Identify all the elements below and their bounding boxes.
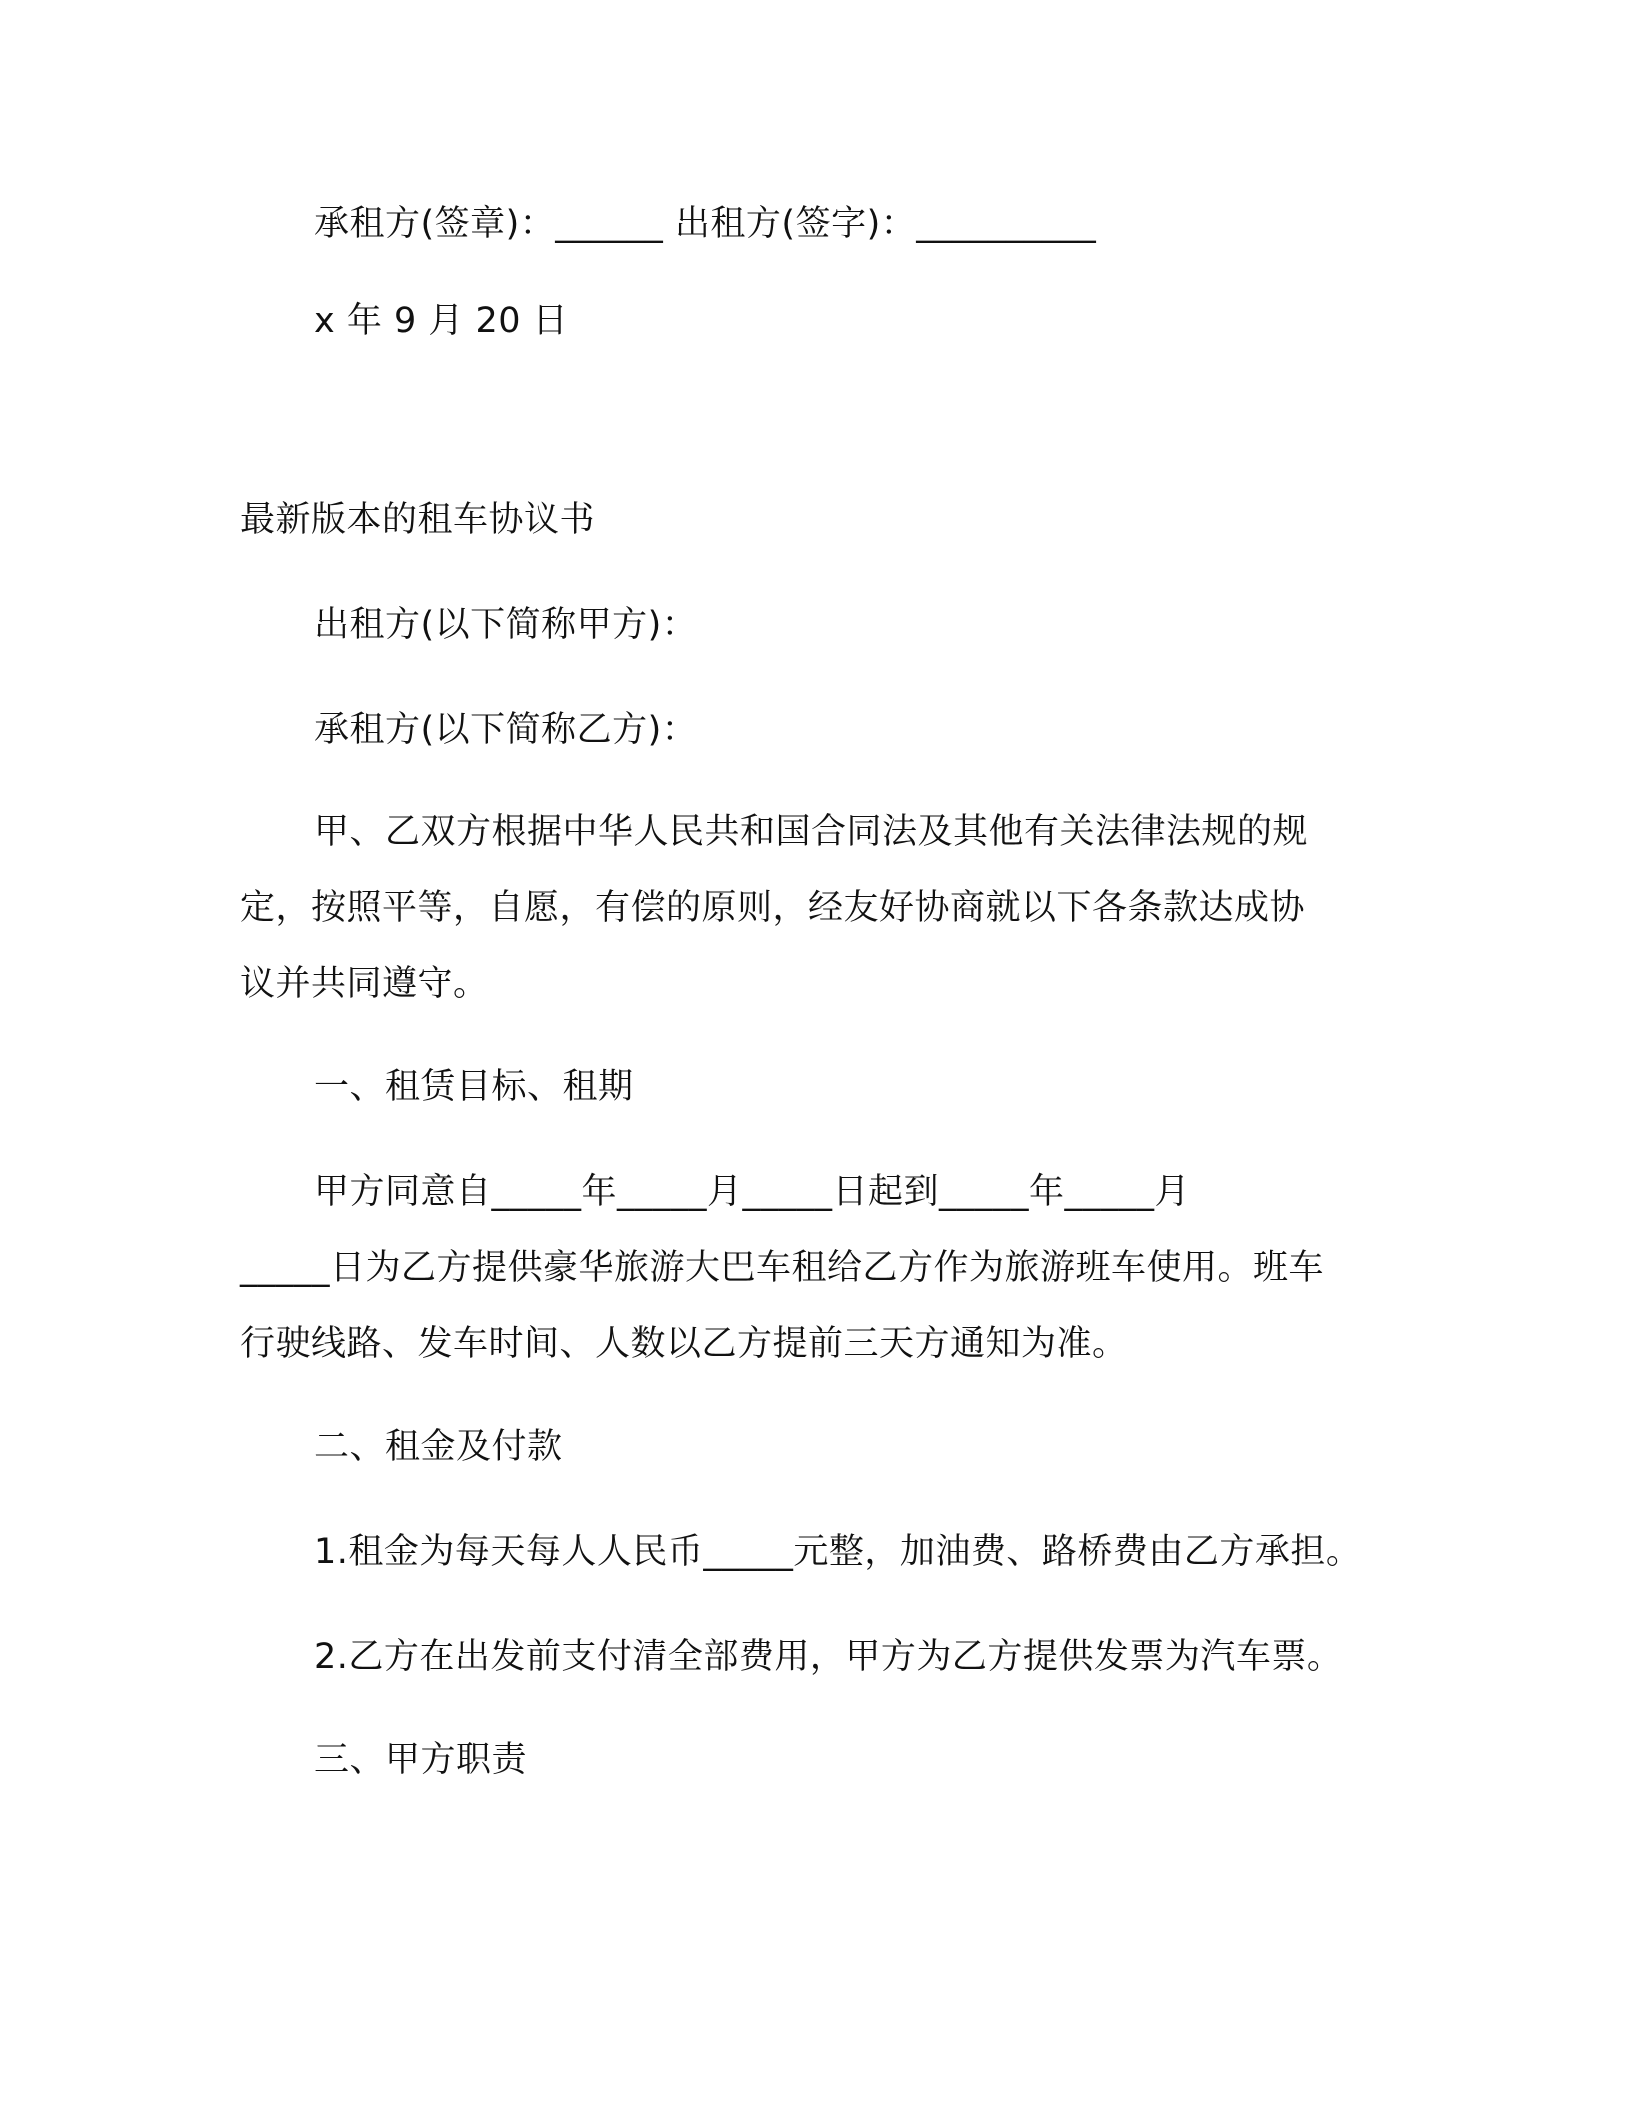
section1-line-1: 甲方同意自_____年_____月_____日起到_____年_____月	[314, 1172, 1191, 1212]
preamble-line-2: 定，按照平等，自愿，有偿的原则，经友好协商就以下各条款达成协	[240, 888, 1306, 928]
section1-line-2: _____日为乙方提供豪华旅游大巴车租给乙方作为旅游班车使用。班车	[240, 1248, 1325, 1288]
lessee-line: 承租方(以下简称乙方)：	[314, 710, 698, 750]
section1-heading: 一、租赁目标、租期	[314, 1067, 634, 1107]
document-title: 最新版本的租车协议书	[240, 500, 596, 540]
lessor-line: 出租方(以下简称甲方)：	[314, 605, 698, 645]
section1-line-3: 行驶线路、发车时间、人数以乙方提前三天方通知为准。	[240, 1324, 1128, 1364]
section3-heading: 三、甲方职责	[314, 1740, 528, 1780]
preamble-line-1: 甲、乙双方根据中华人民共和国合同法及其他有关法律法规的规	[314, 812, 1309, 852]
signature-date: x 年 9 月 20 日	[314, 301, 569, 341]
preamble-line-3: 议并共同遵守。	[240, 964, 489, 1004]
section2-item-1: 1.租金为每天每人人民币_____元整，加油费、路桥费由乙方承担。	[314, 1532, 1362, 1572]
signature-line: 承租方(签章)：______ 出租方(签字)：__________	[314, 204, 1097, 244]
section2-item-2: 2.乙方在出发前支付清全部费用，甲方为乙方提供发票为汽车票。	[314, 1637, 1343, 1677]
section2-heading: 二、租金及付款	[314, 1427, 563, 1467]
